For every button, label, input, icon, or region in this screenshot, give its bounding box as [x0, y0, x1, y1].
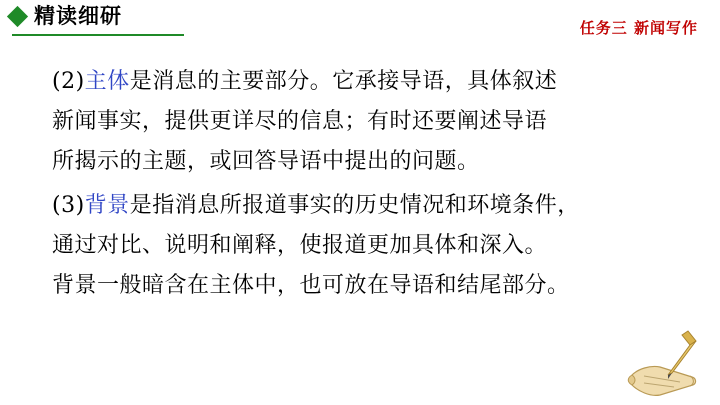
- diamond-bullet-icon: [7, 6, 28, 27]
- paragraph-line: [52, 266, 692, 306]
- title-underline: [12, 34, 184, 36]
- text-run: 通过对比、说明和阐释，使报道更加具体和深入。: [52, 233, 548, 258]
- paragraph-line: [52, 226, 692, 266]
- text-run: 背景一般暗含在主体中，也可放在导语和结尾部分。: [52, 273, 570, 298]
- paragraph-line: [52, 186, 692, 226]
- highlighted-term: 主体: [84, 69, 130, 94]
- text-run: (2): [52, 69, 85, 94]
- text-run: 是消息的主要部分。它承接导语，具体叙述: [129, 69, 558, 94]
- text-run: 所揭示的主题，或回答导语中提出的问题。: [52, 149, 480, 174]
- task-label: 任务三 新闻写作: [579, 19, 698, 37]
- paragraph-line: [52, 142, 692, 182]
- header-title-group: [10, 6, 122, 27]
- paragraph-line: [52, 62, 692, 102]
- text-run: (3): [52, 193, 85, 218]
- text-run: 新闻事实，提供更详尽的信息；有时还要阐述导语: [52, 109, 548, 134]
- text-run: 是指消息所报道事实的历史情况和环境条件，: [129, 193, 580, 218]
- paragraph-line: [52, 102, 692, 142]
- slide-header: [0, 0, 720, 46]
- page-title: 精读细研: [34, 4, 122, 28]
- body-text: [52, 62, 692, 306]
- scroll-pencil-ornament-icon: [624, 329, 702, 399]
- highlighted-term: 背景: [84, 193, 130, 218]
